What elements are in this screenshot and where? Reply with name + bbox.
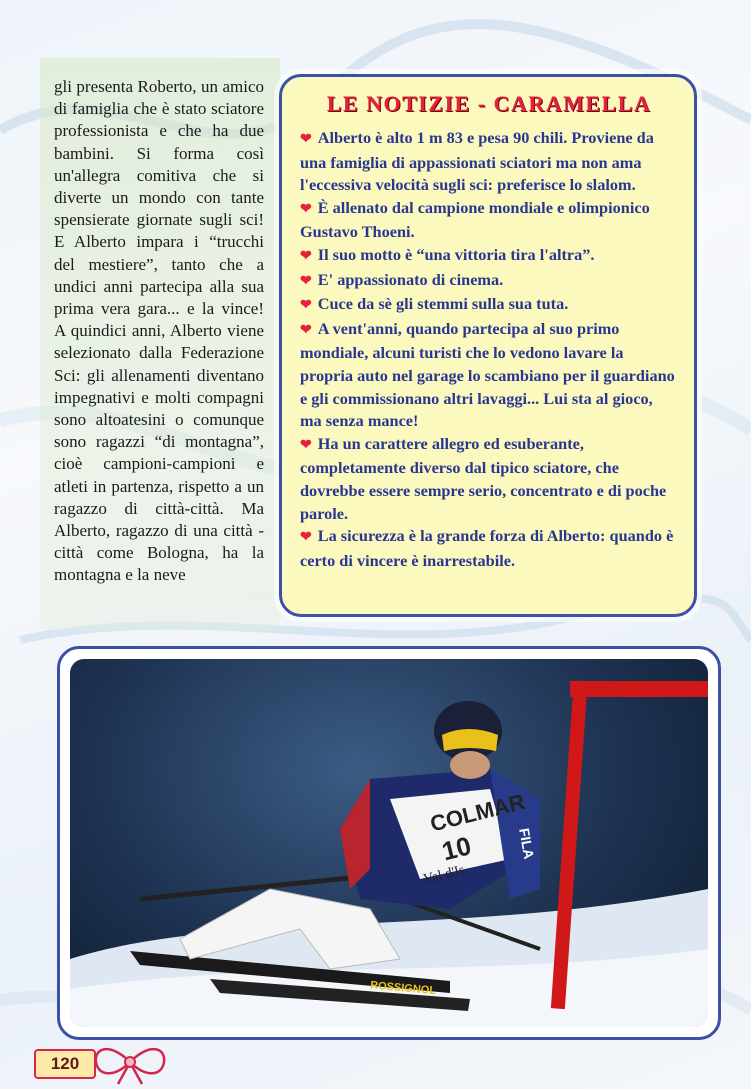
heart-icon: ❤ [300,248,312,264]
left-text-column [40,58,280,630]
bib-number: 10 [438,830,475,867]
news-item: ❤ Il suo motto è “una vittoria tira l'altra”. [300,244,595,264]
news-item: ❤ E' appassionato di cinema. [300,269,504,289]
news-list [300,127,678,572]
news-item: ❤ Cuce da sè gli stemmi sulla sua tuta. [300,294,569,314]
news-item: ❤ Alberto è alto 1 m 83 e pesa 90 chili. Proviene da una famiglia di appassionati sciatori ma non ama l'eccessiva velocità sugli sci: preferisce lo slalom. [300,128,654,195]
heart-icon: ❤ [300,322,312,338]
news-box-title: LE NOTIZIE - CARAMELLA [326,91,652,116]
skier-photo [70,659,708,1027]
news-item: ❤ È allenato dal campione mondiale e olimpionico Gustavo Thoeni. [300,197,650,242]
heart-icon: ❤ [300,201,312,217]
skier-illustration [70,659,708,1027]
heart-icon: ❤ [300,437,312,453]
article-continuation-text: gli presenta Roberto, un amico di famiglia che è stato sciatore professionista e che ha due bambini. Si forma così un'allegra comitiva che si diverte un mondo con tante spensierate giornate sugli sci! E Alberto impara i “trucchi del mestiere”, tanto che a undici anni partecipa alla sua prima vera gara... e la vince! A quindici anni, Alberto viene selezionato dalla Federazione Sci: gli allenamenti diventano impegnativi e molti compagni sono altoatesini o comunque sono ragazzi “di montagna”, cioè campioni-campioni e atleti in partenza, rispetto a un ragazzo di città-città. Ma Alberto, ragazzo di una città -città come Bologna, ha la montagna e la neve [54,77,264,585]
heart-icon: ❤ [300,273,312,289]
heart-icon: ❤ [300,132,312,147]
news-item: ❤ La sicurezza è la grande forza di Alberto: quando è certo di vincere è inarrestabile. [300,526,674,570]
news-box [279,74,697,617]
bib-sponsor: COLMAR [427,788,528,837]
bow-icon [90,1040,170,1086]
heart-icon: ❤ [300,530,312,546]
page-number: 120 [34,1049,96,1079]
suit-brand: FILA [516,826,538,861]
bib-location: Val d'Is [422,862,467,888]
news-item: ❤ Ha un carattere allegro ed esuberante, completamente diverso dal tipico sciatore, che dovrebbe essere sempre serio, concentrato e di poche parole. [300,433,667,523]
ski-brand: ROSSIGNOL [369,979,437,998]
skier-photo-frame [57,646,721,1040]
heart-icon: ❤ [300,298,312,314]
news-item: ❤ A vent'anni, quando partecipa al suo primo mondiale, alcuni turisti che lo vedono lavare la propria auto nel garage lo scambiano per il guardiano e gli commissionano altri lavaggi... Lui sta al gioco, ma senza mance! [300,318,675,431]
